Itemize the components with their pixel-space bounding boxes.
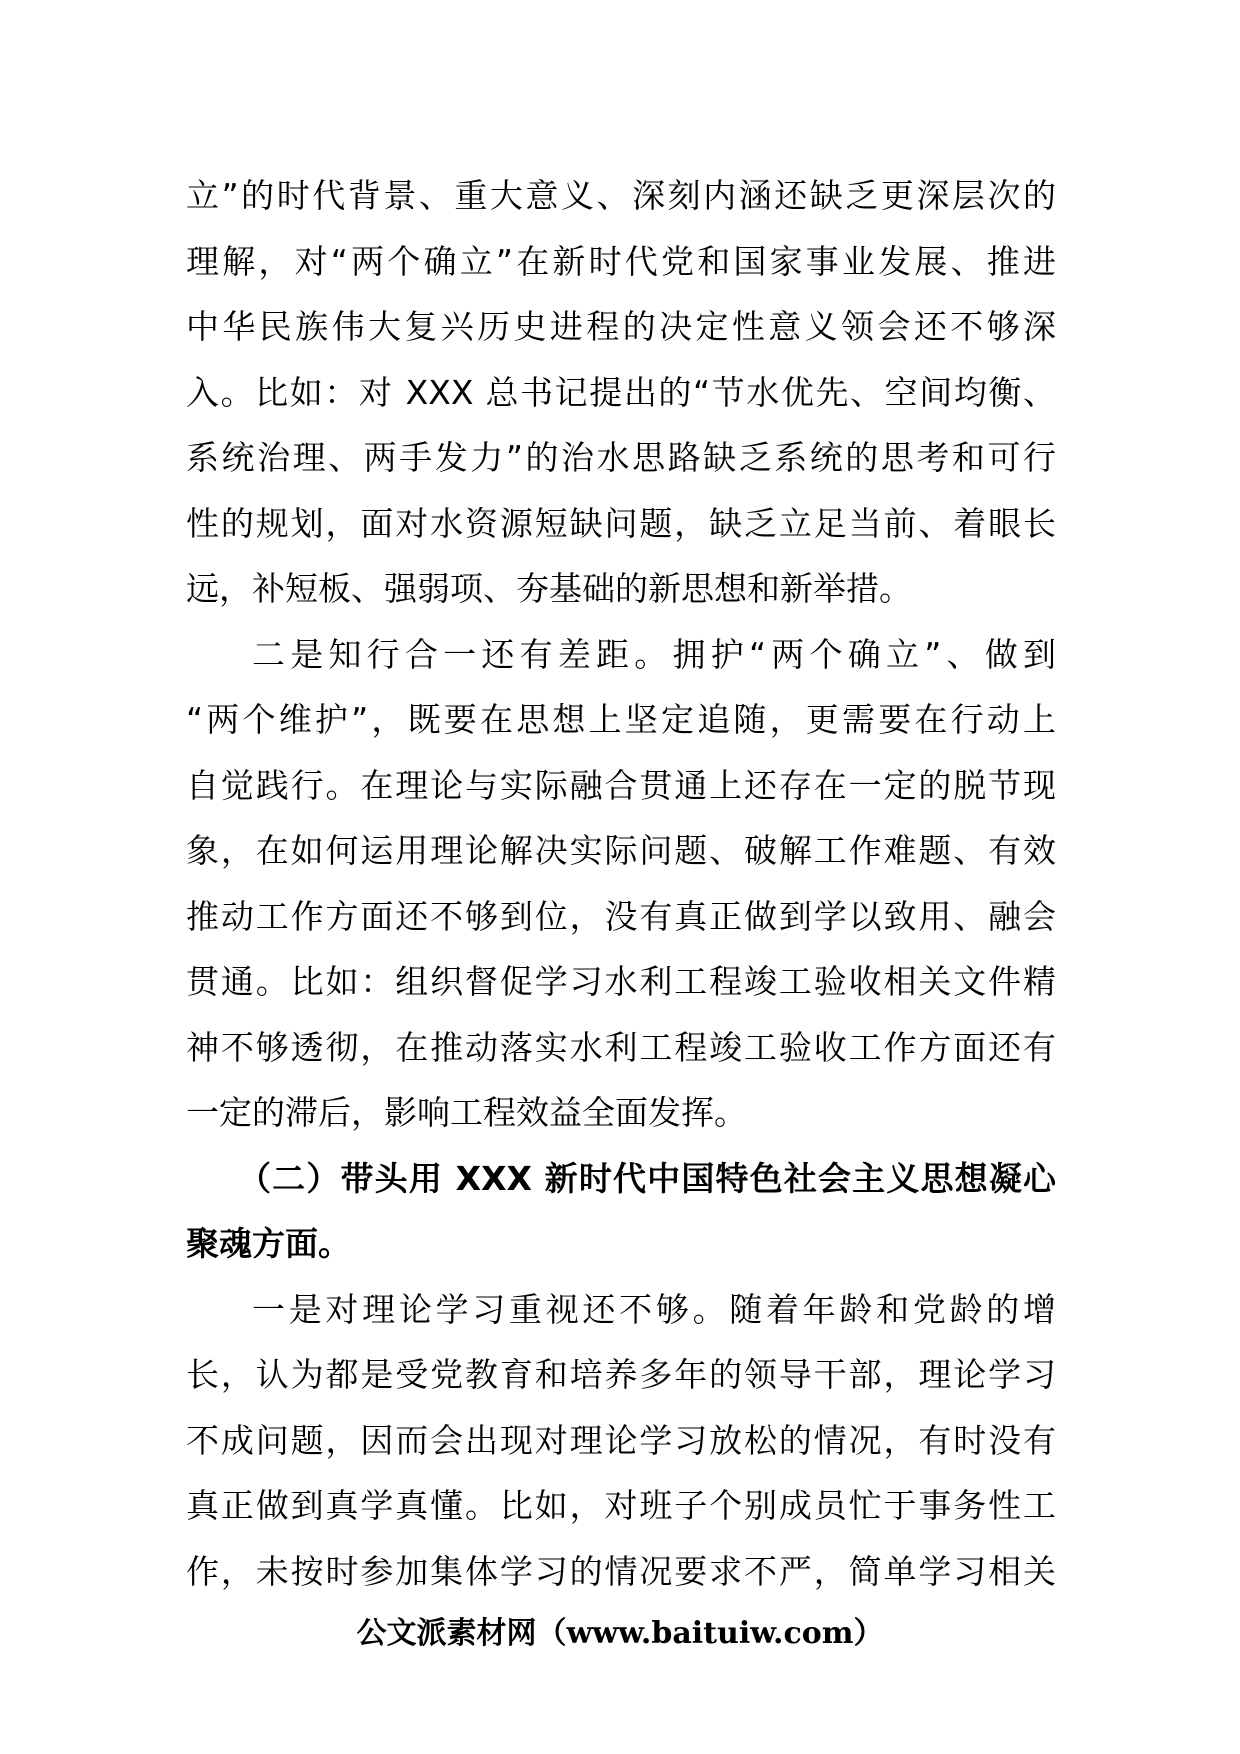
paragraph-first-line: 二是知行合一还有差距。拥护“两个确立”、做到 — [252, 634, 1056, 674]
text-line: 推动工作方面还不够到位，没有真正做到学以致用、融会 — [186, 896, 1056, 936]
paragraph-first-line: 一是对理论学习重视还不够。随着年龄和党龄的增 — [252, 1289, 1056, 1329]
text-line: 立”的时代背景、重大意义、深刻内涵还缺乏更深层次的 — [186, 176, 1056, 215]
document-body — [186, 163, 1056, 1604]
text-line: 中华民族伟大复兴历史进程的决定性意义领会还不够深 — [186, 307, 1056, 346]
text-line: 象，在如何运用理论解决实际问题、破解工作难题、有效 — [186, 831, 1056, 870]
text-line: 真正做到真学真懂。比如，对班子个别成员忙于事务性工 — [186, 1486, 1056, 1525]
footer-watermark: 公文派素材网（www.baituiw.com） — [356, 1616, 884, 1651]
text-line: 自觉践行。在理论与实际融合贯通上还存在一定的脱节现 — [186, 765, 1056, 805]
text-line: 作，未按时参加集体学习的情况要求不严，简单学习相关 — [186, 1551, 1056, 1591]
text-line: 远，补短板、强弱项、夯基础的新思想和新举措。 — [186, 569, 912, 608]
text-line: 入。比如：对 XXX 总书记提出的“节水优先、空间均衡、 — [186, 372, 1056, 412]
text-line: 理解，对“两个确立”在新时代党和国家事业发展、推进 — [186, 241, 1056, 281]
section-heading: （二）带头用 XXX 新时代中国特色社会主义思想凝心 — [238, 1158, 1056, 1198]
text-line: 性的规划，面对水资源短缺问题，缺乏立足当前、着眼长 — [186, 503, 1056, 543]
section-heading-cont: 聚魂方面。 — [186, 1224, 351, 1263]
text-line: 不成问题，因而会出现对理论学习放松的情况，有时没有 — [186, 1420, 1056, 1460]
text-line: 神不够透彻，在推动落实水利工程竣工验收工作方面还有 — [186, 1027, 1056, 1067]
text-line: 贯通。比如：组织督促学习水利工程竣工验收相关文件精 — [186, 962, 1056, 1001]
text-line: 系统治理、两手发力”的治水思路缺乏系统的思考和可行 — [186, 438, 1056, 477]
text-line: 一定的滞后，影响工程效益全面发挥。 — [186, 1093, 747, 1132]
text-line: “两个维护”，既要在思想上坚定追随，更需要在行动上 — [186, 700, 1056, 739]
text-line: 长，认为都是受党教育和培养多年的领导干部，理论学习 — [186, 1355, 1056, 1394]
